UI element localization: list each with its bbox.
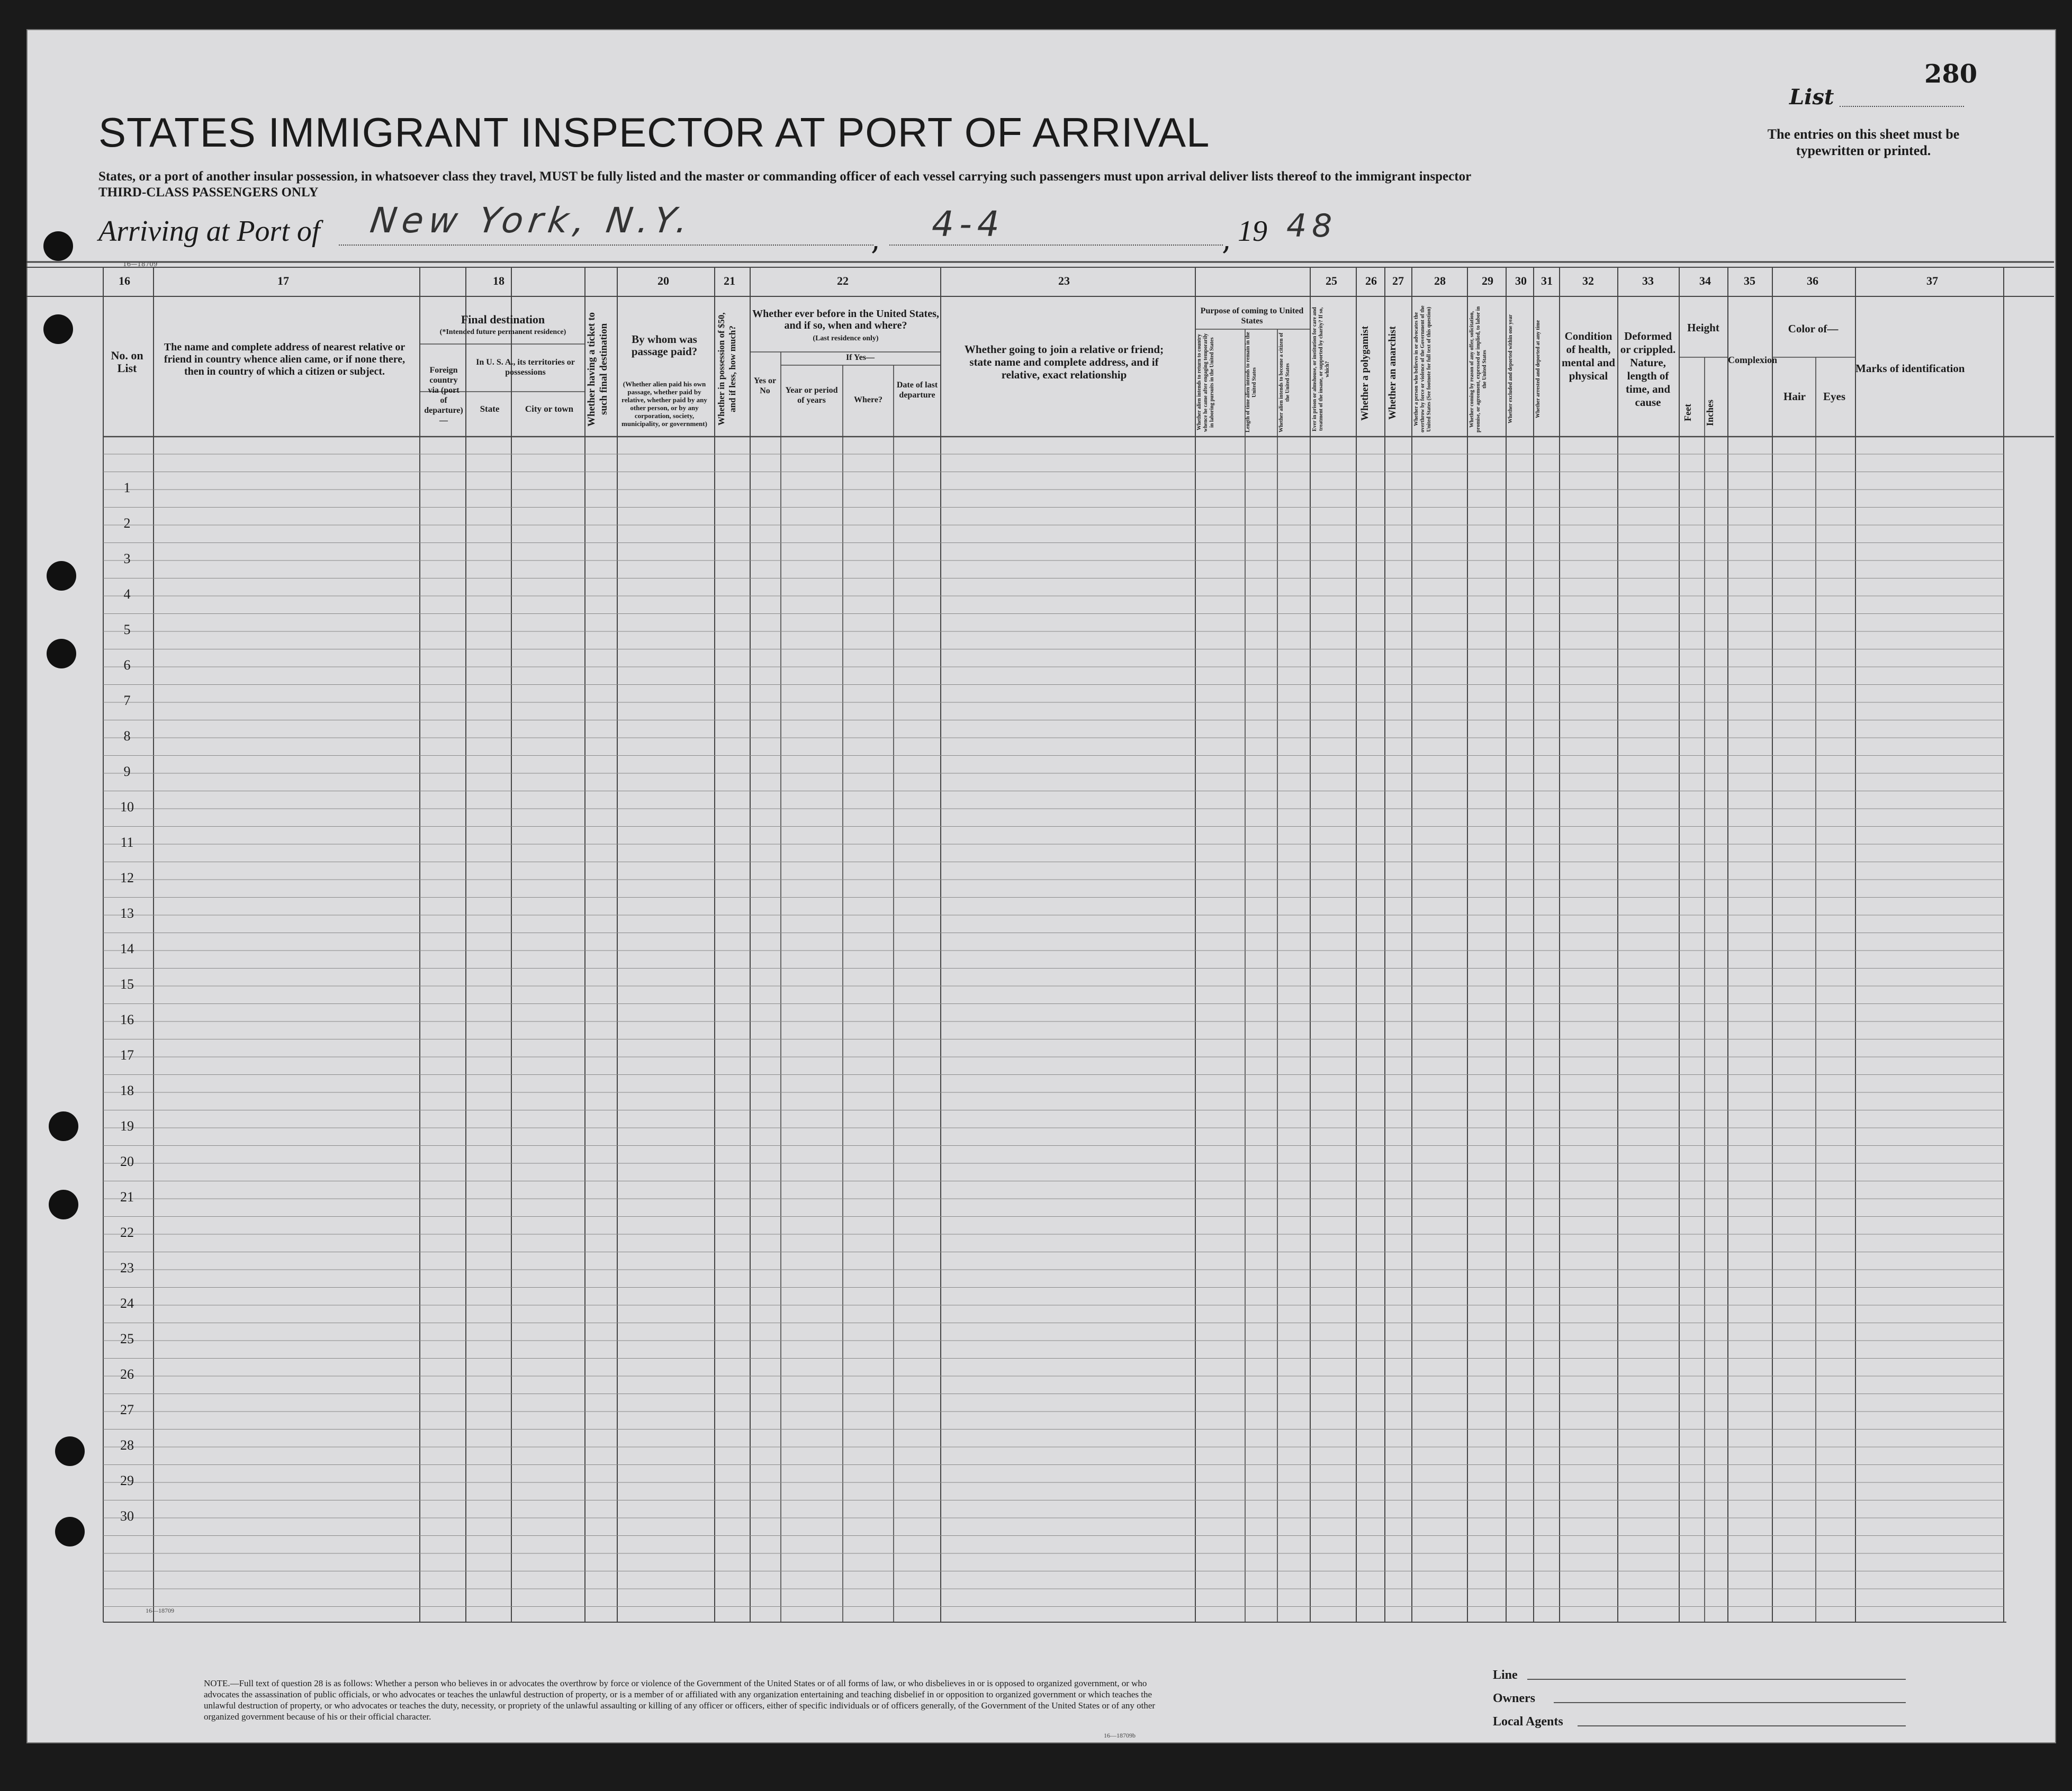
column-number: 23 <box>1058 274 1070 287</box>
row-number: 10 <box>120 799 134 815</box>
row-number: 19 <box>120 1118 134 1134</box>
row-number: 25 <box>120 1331 134 1346</box>
header-no-on-list: No. on List <box>111 349 143 375</box>
header-marks: Marks of identification <box>1855 362 1965 375</box>
port-handwritten: New York, N.Y. <box>367 200 696 241</box>
row-number: 17 <box>120 1047 134 1063</box>
header-polygamist: Whether a polygamist <box>1359 325 1371 421</box>
column-number: 30 <box>1515 274 1527 287</box>
column-number: 28 <box>1434 274 1446 287</box>
row-number: 30 <box>120 1508 134 1524</box>
header-q28: Whether a person who believes in or advocates the overthrow by force or violence of the Government of the United States (See footnote for full text of this question) <box>1413 305 1432 433</box>
header-if-yes: If Yes— <box>845 353 875 362</box>
year-handwritten: 48 <box>1286 207 1338 245</box>
row-number: 12 <box>120 870 134 885</box>
header-yes-no: Yes or No <box>753 376 777 395</box>
row-number: 26 <box>120 1367 134 1382</box>
row-number: 29 <box>120 1473 134 1488</box>
column-number: 27 <box>1392 274 1404 287</box>
page-number: 280 <box>1924 59 1978 89</box>
column-number: 21 <box>724 274 735 287</box>
row-number: 8 <box>123 728 131 744</box>
row-number: 16 <box>120 1012 134 1027</box>
header-feet: Feet <box>1682 404 1693 422</box>
header-ever-before: Whether ever before in the United States, and if so, when and where? <box>752 308 939 331</box>
row-number: 22 <box>120 1225 134 1240</box>
column-number: 29 <box>1482 274 1493 287</box>
column-number: 34 <box>1699 274 1711 287</box>
row-number: 20 <box>120 1154 134 1169</box>
subtitle-instructions: States, or a port of another insular possession, in whatsoever class they travel, MUST be fully listed and the master or commanding officer of each vessel carrying such passengers must upon arrival deliver lists thereof to the immigrant inspector <box>98 169 1472 184</box>
column-number: 31 <box>1541 274 1553 287</box>
row-number: 28 <box>120 1437 134 1453</box>
header-eyes: Eyes <box>1823 390 1845 403</box>
header-purpose-c: Whether alien intends to become a citizen of the United States <box>1278 332 1291 432</box>
row-number: 11 <box>120 835 134 850</box>
list-label: List <box>1789 85 1834 110</box>
header-where: Where? <box>854 395 882 404</box>
header-final-destination-note: (*Intended future permanent residence) <box>439 328 566 336</box>
header-possession-50: Whether in possession of $50, and if less, how much? <box>716 312 737 426</box>
signoff-agents-label: Local Agents <box>1493 1715 1563 1729</box>
header-date-departure: Date of last departure <box>896 381 938 400</box>
header-last-residence: (Last residence only) <box>813 334 879 342</box>
header-prison: Ever in prison or almshouse, or institution for care and treatment of the insane, or supported by charity? If so, which? <box>1312 307 1330 431</box>
row-number: 5 <box>123 622 131 637</box>
page-title: STATES IMMIGRANT INSPECTOR AT PORT OF ARRIVAL <box>98 109 1210 156</box>
column-number: 26 <box>1365 274 1377 287</box>
header-inches: Inches <box>1705 400 1715 427</box>
form-number-note: 16—18709b <box>1104 1732 1136 1739</box>
column-number: 33 <box>1642 274 1654 287</box>
header-year-period: Year or period of years <box>785 386 838 405</box>
form-number-bottom: 16—18709 <box>146 1607 174 1614</box>
footnote: NOTE.—Full text of question 28 is as follows: Whether a person who believes in or advocates the overthrow by force or violence of the Government of the United States or of all forms of law, or who disbelieves in or is opposed to organized government, or who advocates the assassination of public officials, or who advocates or teaches the unlawful destruction of property, or is a member of or affiliated with any organization entertaining and teaching disbelief in or opposition to organized government or which teaches the unlawful destruction of property, or who advocates or teaches the duty, necessity, or propriety of the unlawful assaulting or killing of any officer or officers, either of specific individuals or of officers generally, of the Government of the United States or of any other organized government because of his or their official character. <box>204 1678 1156 1722</box>
column-number: 35 <box>1744 274 1755 287</box>
row-number: 24 <box>120 1296 134 1311</box>
signoff-line-field[interactable] <box>1527 1679 1906 1680</box>
signoff-line-label: Line <box>1493 1668 1518 1682</box>
signoff-agents-field[interactable] <box>1578 1725 1906 1726</box>
header-condition: Condition of health, mental and physical <box>1562 330 1615 382</box>
row-number: 18 <box>120 1083 134 1098</box>
header-by-whom: By whom was passage paid? <box>631 333 698 358</box>
column-number: 32 <box>1582 274 1594 287</box>
row-number: 1 <box>123 480 131 495</box>
row-number: 13 <box>120 906 134 921</box>
header-purpose-b: Length of time alien intends to remain in the United States <box>1245 332 1257 433</box>
row-number: 21 <box>120 1189 134 1205</box>
header-by-whom-note: (Whether alien paid his own passage, whether paid by relative, whether paid by any other person, or by any corporation, society, municipality, or government) <box>621 380 707 428</box>
header-join-relative: Whether going to join a relative or friend; state name and complete address, and if relative, exact relationship <box>964 343 1164 381</box>
row-number: 15 <box>120 976 134 992</box>
header-purpose-a: Whether alien intends to return to country whence he came after engaging temporarily in laboring pursuits in the United States <box>1196 333 1215 432</box>
column-number: 22 <box>837 274 849 287</box>
header-q29: Whether coming by reason of any offer, solicitation, promise, or agreement, expressed or implied, to labor in the United States <box>1469 306 1488 432</box>
header-state: State <box>480 404 500 414</box>
comma: , <box>1222 222 1231 257</box>
header-foreign-country: Foreign country via (port of departure)— <box>424 366 463 425</box>
header-complexion: Complexion <box>1728 355 1778 365</box>
column-number: 18 <box>493 274 505 287</box>
row-number: 2 <box>123 515 131 531</box>
row-number: 27 <box>120 1402 134 1417</box>
year-prefix: 19 <box>1238 215 1267 248</box>
header-in-usa: In U. S. A., its territories or possessions <box>476 358 575 377</box>
form-number-top: 16—18709 <box>123 260 158 268</box>
header-ticket: Whether having a ticket to such final destination <box>586 312 609 427</box>
header-city: City or town <box>525 404 574 414</box>
row-number: 7 <box>123 693 131 708</box>
header-q31: Whether arrested and deported at any time <box>1535 320 1541 419</box>
header-hair: Hair <box>1783 390 1806 403</box>
signoff-owners-label: Owners <box>1493 1692 1535 1705</box>
row-number: 14 <box>120 941 134 956</box>
row-number: 4 <box>123 586 131 602</box>
header-nearest-relative: The name and complete address of nearest relative or friend in country whence alien came, or if none there, then in country of which a citizen or subject. <box>164 341 406 377</box>
header-final-destination: Final destination <box>461 313 545 326</box>
signoff-owners-field[interactable] <box>1554 1702 1906 1703</box>
row-number: 6 <box>123 657 131 673</box>
row-number: 23 <box>120 1260 134 1276</box>
typing-instructions: The entries on this sheet must be typewritten or printed. <box>1767 126 1960 158</box>
column-number: 25 <box>1326 274 1337 287</box>
header-height: Height <box>1687 321 1719 334</box>
arriving-port-label: Arriving at Port of <box>98 215 320 248</box>
column-number: 36 <box>1807 274 1818 287</box>
column-number: 20 <box>657 274 669 287</box>
header-q30: Whether excluded and deported within one year <box>1508 314 1514 424</box>
date-handwritten: 4-4 <box>932 204 1005 245</box>
column-number: 17 <box>277 274 289 287</box>
column-number: 37 <box>1926 274 1938 287</box>
comma: , <box>871 222 880 257</box>
header-deformed: Deformed or crippled. Nature, length of time, and cause <box>1620 330 1676 409</box>
passenger-class: THIRD-CLASS PASSENGERS ONLY <box>98 185 319 200</box>
header-color-of: Color of— <box>1788 322 1839 335</box>
row-number: 9 <box>123 764 131 779</box>
header-purpose: Purpose of coming to United States <box>1200 306 1304 325</box>
header-anarchist: Whether an anarchist <box>1387 326 1398 420</box>
row-number: 3 <box>123 551 131 566</box>
column-number: 16 <box>119 274 130 287</box>
